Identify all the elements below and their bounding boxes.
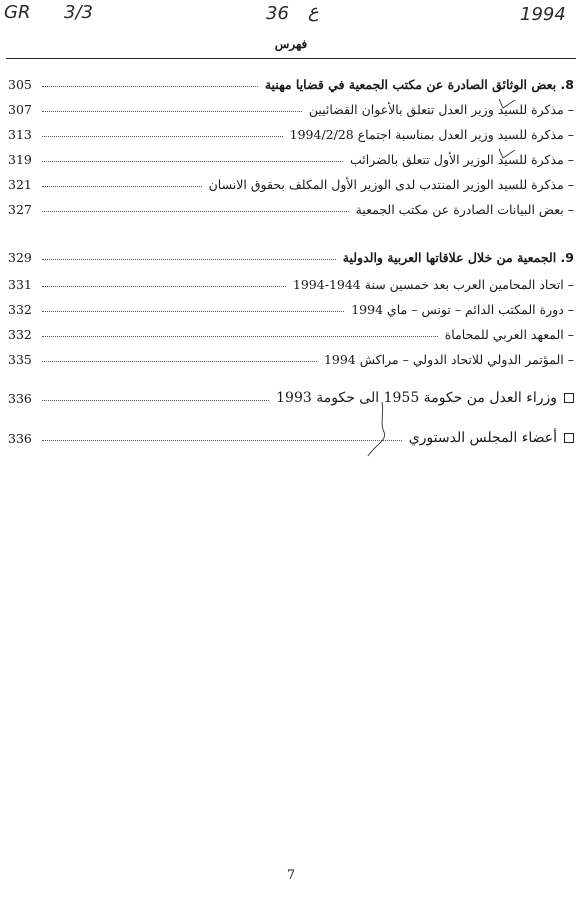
toc-entry [8, 145, 574, 167]
dot-leader [42, 336, 438, 337]
handwritten-year: 1994 [520, 4, 566, 25]
dot-leader [42, 286, 286, 287]
entry-page: 336 [8, 431, 32, 446]
square-bullet-icon [564, 393, 574, 403]
toc-entry [8, 384, 574, 406]
handwritten-letter: ع [308, 1, 319, 22]
dot-leader [42, 136, 283, 137]
entry-page: 336 [8, 391, 32, 406]
entry-title: دورة المكتب الدائم – تونس – ماي 1994 [351, 302, 564, 317]
entry-title: أعضاء المجلس الدستوري [408, 430, 557, 446]
toc-entry [8, 424, 574, 446]
entry-marker: 9. [560, 250, 574, 265]
dot-leader [42, 186, 202, 187]
handwritten-fraction: 3/3 [64, 2, 93, 23]
entry-marker: – [567, 327, 574, 342]
entry-title: الجمعية من خلال علاقاتها العربية والدولية [342, 250, 557, 265]
handwritten-code: GR [4, 2, 31, 23]
handwritten-page-mark: 36 [266, 3, 289, 24]
dot-leader [42, 311, 344, 312]
entry-marker: – [567, 302, 574, 317]
entry-marker: – [567, 352, 574, 367]
entry-title: المعهد العربي للمحاماة [444, 327, 564, 342]
toc-entry [8, 295, 574, 317]
toc-entry [8, 195, 574, 217]
dot-leader [42, 111, 302, 112]
entry-page: 321 [8, 177, 32, 192]
entry-marker: – [567, 177, 574, 192]
entry-page: 313 [8, 127, 32, 142]
page-number: 7 [286, 868, 296, 883]
entry-page: 332 [8, 327, 32, 342]
entry-title: مذكرة للسيد الوزير المنتدب لدى الوزير الأول المكلف بحقوق الانسان [208, 177, 564, 192]
toc-entry [8, 270, 574, 292]
dot-leader [42, 86, 258, 87]
entry-title: مذكرة للسيد وزير العدل تتعلق بالأعوان القضائيين [308, 102, 564, 117]
dot-leader [42, 211, 349, 212]
check-mark-icon [496, 146, 518, 162]
toc-entry [8, 70, 574, 92]
entry-title: بعض الوثائق الصادرة عن مكتب الجمعية في قضايا مهنية [264, 77, 557, 92]
header-rule [6, 58, 576, 59]
entry-title: وزراء العدل من حكومة 1955 الى حكومة 1993 [276, 390, 557, 406]
toc-entry [8, 243, 574, 265]
entry-page: 335 [8, 352, 32, 367]
entry-title: مذكرة للسيد وزير العدل بمناسبة اجتماع 1994/2/28 [289, 127, 564, 142]
dot-leader [42, 259, 336, 260]
dot-leader [42, 440, 402, 441]
dot-leader [42, 400, 269, 401]
entry-page: 319 [8, 152, 32, 167]
toc-entry [8, 170, 574, 192]
entry-marker: – [567, 152, 574, 167]
entry-marker: – [567, 102, 574, 117]
entry-marker: 8. [560, 77, 574, 92]
toc-entry [8, 320, 574, 342]
entry-page: 331 [8, 277, 32, 292]
entry-title: مذكرة للسيد الوزير الأول تتعلق بالضرائب [350, 152, 564, 167]
square-bullet-icon [564, 433, 574, 443]
entry-title: بعض البيانات الصادرة عن مكتب الجمعية [355, 202, 564, 217]
pen-stroke-mark [360, 400, 400, 460]
toc-entry [8, 345, 574, 367]
entry-page: 327 [8, 202, 32, 217]
section-label: فهرس [274, 37, 308, 51]
entry-marker: – [567, 127, 574, 142]
entry-page: 329 [8, 250, 32, 265]
toc-entry [8, 120, 574, 142]
entry-marker: – [567, 202, 574, 217]
entry-marker: – [567, 277, 574, 292]
dot-leader [42, 361, 317, 362]
entry-page: 332 [8, 302, 32, 317]
entry-page: 307 [8, 102, 32, 117]
dot-leader [42, 161, 343, 162]
entry-page: 305 [8, 77, 32, 92]
entry-title: المؤتمر الدولي للاتحاد الدولي – مراكش 1994 [323, 352, 564, 367]
check-mark-icon [496, 96, 518, 112]
entry-title: اتحاد المحامين العرب بعد خمسين سنة 1944-1994 [292, 277, 564, 292]
toc-entry [8, 95, 574, 117]
